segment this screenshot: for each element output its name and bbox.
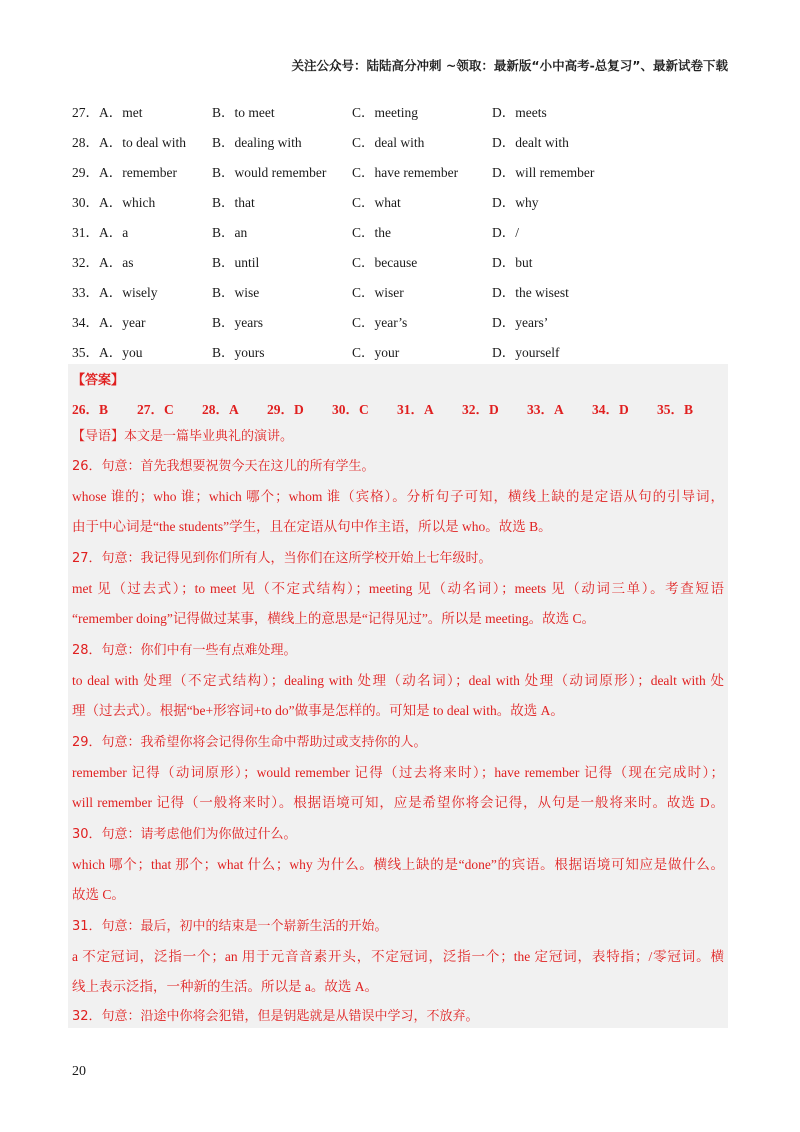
explanation-line: a 不定冠词，泛指一个；an 用于元音音素开头，不定冠词，泛指一个；the 定冠词，表特指；/零冠词。横 <box>72 949 724 964</box>
answer-key: 26．B <box>72 402 109 417</box>
answer-key: 31．A <box>397 402 434 417</box>
question-row: 27．A．met B．to meet C．meeting D．meets <box>72 105 547 120</box>
explanation-line: “remember doing”记得做过某事，横线上的意思是“记得见过”。所以是 meeting。故选 C。 <box>72 611 596 626</box>
answer-key: 35．B <box>657 402 694 417</box>
question-row: 28．A．to deal with B．dealing with C．deal with D．dealt with <box>72 135 569 150</box>
explanation-line: met 见（过去式）；to meet 见（不定式结构）；meeting 见（动名词）；meets 见（动词三单）。考查短语 <box>72 581 724 596</box>
answer-key: 30．C <box>332 402 369 417</box>
answer-key: 34．D <box>592 402 629 417</box>
question-options <box>72 96 732 366</box>
explanation-line: 理（过去式）。根据“be+形容词+to do”做事是怎样的。可知是 to deal with。故选 A。 <box>72 703 564 718</box>
explanation-line: 27．句意：我记得见到你们所有人，当你们在这所学校开始上七年级时。 <box>72 551 492 566</box>
explanation-line: remember 记得（动词原形）；would remember 记得（过去将来时）；have remember 记得（现在完成时）； <box>72 765 724 780</box>
answer-key: 27．C <box>137 402 174 417</box>
explanation-line: 故选 C。 <box>72 887 125 902</box>
explanation-line: 32．句意：沿途中你将会犯错，但是钥匙就是从错误中学习，不放弃。 <box>72 1009 479 1024</box>
page-header: 关注公众号：陆陆高分冲刺 ~领取：最新版“小中高考-总复习”、最新试卷下载 <box>291 58 728 73</box>
answer-key: 33．A <box>527 402 564 417</box>
intro-line: 【导语】本文是一篇毕业典礼的演讲。 <box>72 429 294 444</box>
explanation-line: to deal with 处理（不定式结构）；dealing with 处理（动名词）；deal with 处理（动词原形）；dealt with 处 <box>72 673 724 688</box>
question-row: 31．A．a B．an C．the D．/ <box>72 225 519 240</box>
explanation-line: 线上表示泛指，一种新的生活。所以是 a。故选 A。 <box>72 979 378 994</box>
answer-heading: 【答案】 <box>72 373 125 388</box>
answer-key: 28．A <box>202 402 239 417</box>
explanation-line: which 哪个；that 那个；what 什么；why 为什么。横线上缺的是“done”的宾语。根据语境可知应是做什么。 <box>72 857 724 872</box>
explanation-line: 31．句意：最后，初中的结束是一个崭新生活的开始。 <box>72 919 388 934</box>
explanation-line: will remember 记得（一般将来时）。根据语境可知，应是希望你将会记得，从句是一般将来时。故选 D。 <box>72 795 724 810</box>
question-row: 29．A．remember B．would remember C．have remember D．will remember <box>72 165 595 180</box>
question-row: 34．A．year B．years C．year’s D．years’ <box>72 315 549 330</box>
answer-section <box>68 364 728 1028</box>
question-row: 33．A．wisely B．wise C．wiser D．the wisest <box>72 285 569 300</box>
question-row: 30．A．which B．that C．what D．why <box>72 195 539 210</box>
explanation-line: 26．句意：首先我想要祝贺今天在这儿的所有学生。 <box>72 459 375 474</box>
explanation-line: 由于中心词是“the students”学生，且在定语从句中作主语，所以是 who。故选 B。 <box>72 519 552 534</box>
explanation-line: 30．句意：请考虑他们为你做过什么。 <box>72 827 297 842</box>
answer-keys <box>72 398 724 418</box>
explanation-line: 29．句意：我希望你将会记得你生命中帮助过或支持你的人。 <box>72 735 427 750</box>
answer-key: 29．D <box>267 402 304 417</box>
page-number: 20 <box>72 1064 86 1079</box>
answer-key: 32．D <box>462 402 499 417</box>
question-row: 32．A．as B．until C．because D．but <box>72 255 533 270</box>
explanation-line: whose 谁的；who 谁；which 哪个；whom 谁（宾格）。分析句子可知，横线上缺的是定语从句的引导词， <box>72 489 724 504</box>
explanation-line: 28．句意：你们中有一些有点难处理。 <box>72 643 297 658</box>
question-row: 35．A．you B．yours C．your D．yourself <box>72 345 560 360</box>
